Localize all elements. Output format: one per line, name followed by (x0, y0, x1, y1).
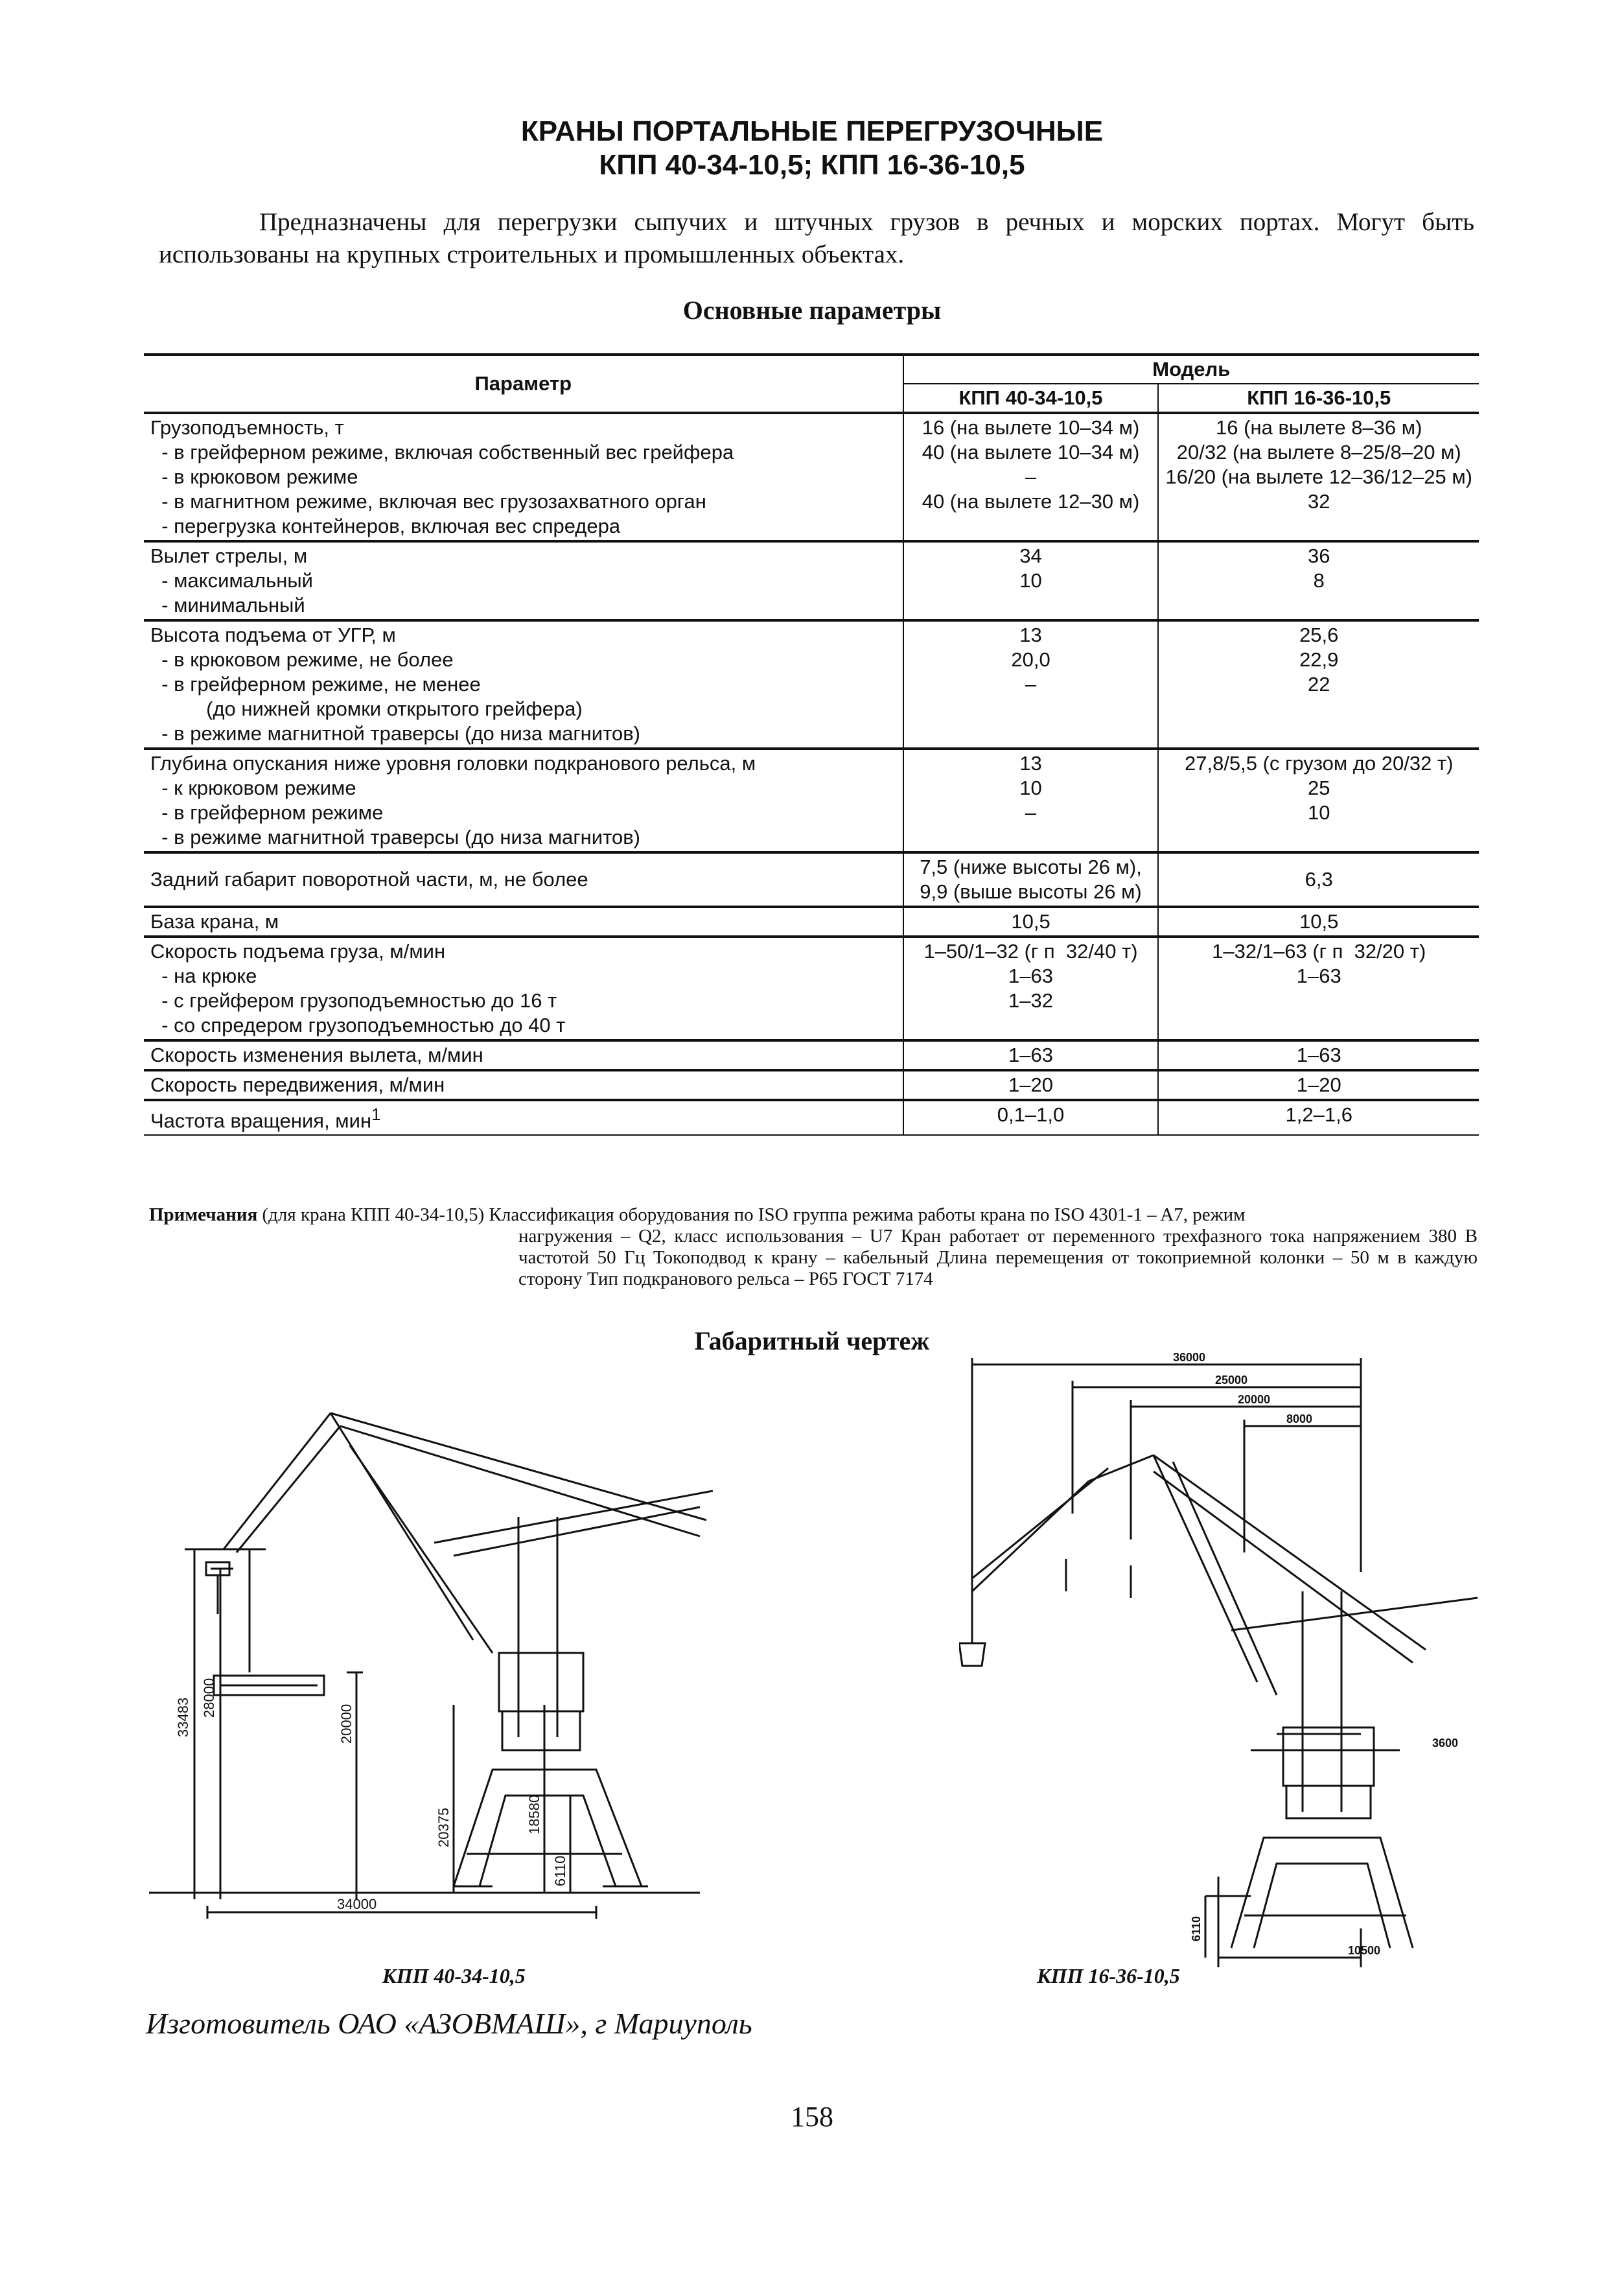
param-cell (144, 541, 903, 620)
model-2-cell (1158, 937, 1479, 1040)
dim-2-20000: 20000 (1238, 1393, 1271, 1406)
crane-drawing-1 (130, 1381, 713, 1958)
cell-line: Задний габарит поворотной части, м, не более (150, 868, 588, 891)
model-2-cell (1158, 852, 1479, 907)
table-row (144, 413, 1479, 541)
cell-line: 10,5 (1011, 910, 1050, 933)
cell-line: Скорость передвижения, м/мин (150, 1073, 445, 1096)
dim-2-3600: 3600 (1432, 1737, 1459, 1750)
params-heading: Основные параметры (682, 296, 942, 325)
cell-line: 13 (1019, 752, 1042, 775)
table-row (144, 937, 1479, 1040)
cell-line: 20,0 (1011, 648, 1050, 671)
param-cell (144, 749, 903, 852)
table-body (144, 413, 1479, 1135)
table-row (144, 852, 1479, 907)
param-cell (144, 907, 903, 937)
param-cell (144, 1070, 903, 1100)
cell-line: 10,5 (1299, 910, 1339, 933)
cell-line: 22 (1307, 673, 1330, 696)
model-2-cell (1158, 413, 1479, 541)
table-row (144, 907, 1479, 937)
cell-line: - в грейферном режиме, включая собственный вес грейфера (150, 441, 734, 463)
notes-text-rest: нагружения – Q2, класс использования – U7 Кран работает от переменного трехфазного тока напряжением 380 В частотой 50 Гц Токоподвод к крану – кабельный Длина перемещения от токоприемной колонки – 50 м в каждую сторону Тип подкранового рельса – Р65 ГОСТ 7174 (518, 1226, 1478, 1289)
model-1-cell (903, 620, 1159, 749)
model-2-cell (1158, 907, 1479, 937)
drawing-heading: Габаритный чертеж (694, 1326, 930, 1355)
table-row (144, 541, 1479, 620)
title-line-2: КПП 40-34-10,5; КПП 16-36-10,5 (599, 149, 1025, 181)
superscript: 1 (371, 1106, 381, 1124)
intro-paragraph: Предназначены для перегрузки сыпучих и штучных грузов в речных и морских портах. Могут быть использованы на крупных строительных и промышленных объектах. (159, 208, 1474, 268)
cell-line: Частота вращения, мин (150, 1109, 372, 1132)
cell-line: 1–63 (1008, 1044, 1053, 1066)
cell-line: 1–50/1–32 (г п 32/40 т) (923, 940, 1138, 963)
cell-line: 10 (1019, 569, 1042, 592)
cell-line: 9,9 (выше высоты 26 м) (920, 880, 1142, 903)
header-model: Модель (903, 355, 1479, 384)
dim-2-6110: 6110 (1190, 1915, 1203, 1941)
cell-line: 27,8/5,5 (с грузом до 20/32 т) (1184, 752, 1454, 775)
cell-line: - в режиме магнитной траверсы (до низа магнитов) (150, 826, 641, 849)
cell-line: 13 (1019, 624, 1042, 646)
dim-1-28000: 28000 (201, 1678, 217, 1718)
param-cell (144, 937, 903, 1040)
cell-line: 34 (1019, 544, 1042, 567)
notes-label: Примечания (149, 1204, 258, 1225)
notes-qualifier: (для крана КПП 40-34-10,5) (257, 1204, 489, 1225)
model-1-cell (903, 852, 1159, 907)
cell-line: 32 (1307, 490, 1330, 513)
model-1-cell (903, 1070, 1159, 1100)
dim-2-25000: 25000 (1215, 1374, 1248, 1387)
manufacturer: Изготовитель ОАО «АЗОВМАШ», г Мариуполь (146, 2007, 752, 2040)
model-1-cell (903, 413, 1159, 541)
cell-line: 1–32 (1008, 989, 1053, 1012)
cell-line: 16 (на вылете 8–36 м) (1216, 416, 1422, 439)
cell-line: – (1025, 801, 1037, 824)
cell-line: Вылет стрелы, м (150, 544, 308, 567)
model-2-cell (1158, 1070, 1479, 1100)
table-row (144, 1070, 1479, 1100)
cell-line: 22,9 (1299, 648, 1339, 671)
cell-line: - с грейфером грузоподъемностью до 16 т (150, 989, 557, 1012)
param-cell (144, 620, 903, 749)
cell-line: 1–20 (1296, 1073, 1341, 1096)
notes-text-first: Классификация оборудования по ISO группа режима работы крана по ISO 4301-1 – A7, режим (489, 1204, 1246, 1225)
model-1-cell (903, 1100, 1159, 1135)
cell-line: 10 (1019, 777, 1042, 799)
table-row (144, 1040, 1479, 1070)
cell-line: 20/32 (на вылете 8–25/8–20 м) (1176, 441, 1461, 463)
cell-line: Грузоподъемность, т (150, 416, 344, 439)
cell-line: - в грейферном режиме, не менее (150, 673, 481, 696)
model-1-cell (903, 1040, 1159, 1070)
cell-line: - в магнитном режиме, включая вес грузозахватного орган (150, 490, 706, 513)
param-cell (144, 1100, 903, 1135)
dim-1-34000: 34000 (337, 1896, 377, 1912)
cell-line: (до нижней кромки открытого грейфера) (150, 697, 583, 720)
cell-line: Глубина опускания ниже уровня головки подкранового рельса, м (150, 752, 756, 775)
cell-line: 40 (на вылете 12–30 м) (922, 490, 1140, 513)
cell-line: 1–63 (1296, 965, 1341, 987)
cell-line: 40 (на вылете 10–34 м) (922, 441, 1140, 463)
model-2-cell (1158, 541, 1479, 620)
dim-1-6110: 6110 (552, 1855, 568, 1886)
drawing-2-caption: КПП 16-36-10,5 (1037, 1964, 1180, 1987)
drawing-1-caption: КПП 40-34-10,5 (382, 1964, 526, 1987)
param-cell (144, 852, 903, 907)
cell-line: 16/20 (на вылете 12–36/12–25 м) (1165, 465, 1472, 488)
parameters-table (144, 353, 1479, 1136)
cell-line: 7,5 (ниже высоты 26 м), (920, 856, 1142, 878)
cell-line: - к крюковом режиме (150, 777, 356, 799)
cell-line: 25,6 (1299, 624, 1339, 646)
cell-line: 1–20 (1008, 1073, 1053, 1096)
model-1-cell (903, 937, 1159, 1040)
model-2-cell (1158, 1040, 1479, 1070)
cell-line: - в крюковом режиме, не более (150, 648, 454, 671)
cell-line: 36 (1307, 544, 1330, 567)
header-model-1: КПП 40-34-10,5 (903, 384, 1159, 413)
cell-line: 1–63 (1296, 1044, 1341, 1066)
crane-drawing-2 (959, 1345, 1491, 1967)
model-1-cell (903, 749, 1159, 852)
cell-line: - со спредером грузоподъемностью до 40 т (150, 1014, 566, 1036)
cell-line: База крана, м (150, 910, 279, 933)
cell-line: 16 (на вылете 10–34 м) (922, 416, 1140, 439)
dim-1-20375: 20375 (435, 1807, 452, 1847)
dim-1-18580: 18580 (526, 1794, 542, 1834)
cell-line: Скорость подъема груза, м/мин (150, 940, 446, 963)
header-model-2: КПП 16-36-10,5 (1158, 384, 1479, 413)
cell-line: 1–63 (1008, 965, 1053, 987)
model-2-cell (1158, 620, 1479, 749)
dim-2-8000: 8000 (1286, 1412, 1313, 1425)
cell-line: 1–32/1–63 (г п 32/20 т) (1212, 940, 1426, 963)
param-cell (144, 1040, 903, 1070)
dim-2-10500: 10500 (1348, 1944, 1381, 1957)
cell-line: - максимальный (150, 569, 313, 592)
cell-line: 6,3 (1305, 868, 1333, 891)
model-1-cell (903, 541, 1159, 620)
title-line-1: КРАНЫ ПОРТАЛЬНЫЕ ПЕРЕГРУЗОЧНЫЕ (520, 115, 1104, 147)
model-2-cell (1158, 749, 1479, 852)
notes (149, 1204, 1478, 1290)
table-row (144, 749, 1479, 852)
cell-line: - перегрузка контейнеров, включая вес спредера (150, 515, 621, 537)
cell-line: Скорость изменения вылета, м/мин (150, 1044, 483, 1066)
page-number: 158 (791, 2101, 833, 2133)
cell-line: - на крюке (150, 965, 257, 987)
cell-line: 10 (1307, 801, 1330, 824)
cell-line: 8 (1313, 569, 1325, 592)
cell-line: – (1025, 465, 1037, 488)
table-row (144, 1100, 1479, 1135)
header-param: Параметр (144, 355, 903, 413)
table-row (144, 620, 1479, 749)
cell-line: - в грейферном режиме (150, 801, 384, 824)
cell-line: Высота подъема от УГР, м (150, 624, 396, 646)
dim-2-36000: 36000 (1173, 1351, 1206, 1364)
cell-line: 1,2–1,6 (1285, 1103, 1352, 1126)
cell-line: 0,1–1,0 (997, 1103, 1065, 1126)
cell-line: 25 (1307, 777, 1330, 799)
cell-line: - в режиме магнитной траверсы (до низа магнитов) (150, 722, 641, 745)
model-1-cell (903, 907, 1159, 937)
param-cell (144, 413, 903, 541)
dim-1-33483: 33483 (175, 1697, 191, 1737)
cell-line: - в крюковом режиме (150, 465, 358, 488)
cell-line: - минимальный (150, 594, 305, 616)
dim-1-20000: 20000 (338, 1703, 354, 1744)
cell-line: – (1025, 673, 1037, 696)
model-2-cell (1158, 1100, 1479, 1135)
